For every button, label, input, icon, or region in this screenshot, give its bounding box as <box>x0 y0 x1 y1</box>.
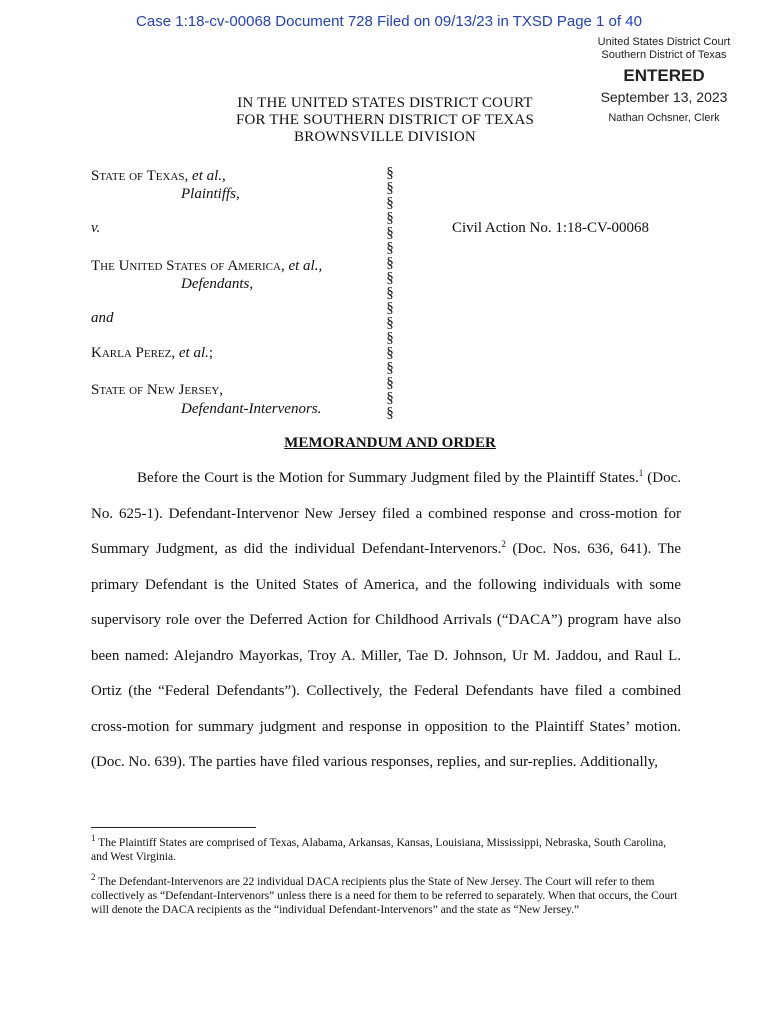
section-symbol-column <box>383 166 397 421</box>
caption-intervenor-2 <box>91 381 321 419</box>
section-symbol: § <box>386 225 394 241</box>
and-text: and <box>91 310 114 326</box>
entered-stamp <box>584 36 744 124</box>
footnote-ref-2: 2 <box>501 539 506 549</box>
plaintiff-role: Plaintiffs, <box>181 186 240 202</box>
footnote-2 <box>91 872 681 917</box>
section-symbol: § <box>386 255 394 271</box>
section-symbol: § <box>386 360 394 376</box>
section-symbol: § <box>386 375 394 391</box>
court-title <box>230 95 540 146</box>
section-symbol: § <box>386 180 394 196</box>
filing-header: Case 1:18-cv-00068 Document 728 Filed on 09/13/23 in TXSD Page 1 of 40 <box>136 13 642 30</box>
section-symbol: § <box>386 300 394 316</box>
intervenor1-name: Karla Perez, <box>91 345 176 361</box>
body-text-1: Before the Court is the Motion for Summary Judgment filed by the Plaintiff States. <box>137 470 639 486</box>
section-symbol: § <box>386 285 394 301</box>
footnote-divider <box>91 827 256 828</box>
caption-defendant <box>91 257 322 293</box>
court-line-1: IN THE UNITED STATES DISTRICT COURT <box>237 95 533 111</box>
plaintiff-name: State of Texas, <box>91 168 189 184</box>
versus: v. <box>91 220 101 236</box>
caption-versus <box>91 220 100 237</box>
section-symbol: § <box>386 210 394 226</box>
plaintiff-etal: et al., <box>192 168 226 184</box>
caption-plaintiff <box>91 167 240 203</box>
intervenor1-end: ; <box>208 345 214 361</box>
stamp-status: ENTERED <box>623 66 705 85</box>
defendant-role: Defendants, <box>181 276 254 292</box>
section-symbol: § <box>386 315 394 331</box>
intervenor1-etal: et al. <box>178 345 209 361</box>
footnote-1-text: The Plaintiff States are comprised of Texas, Alabama, Arkansas, Kansas, Louisiana, Mississippi, Nebraska, South Carolina, and West Virginia. <box>91 837 667 863</box>
memorandum-heading: MEMORANDUM AND ORDER <box>284 435 496 451</box>
footnote-1-mark: 1 <box>91 833 96 844</box>
defendant-etal: et al., <box>288 258 323 274</box>
court-line-3: BROWNSVILLE DIVISION <box>294 129 476 145</box>
section-symbol: § <box>386 195 394 211</box>
court-line-2: FOR THE SOUTHERN DISTRICT OF TEXAS <box>235 112 535 128</box>
body-paragraph <box>91 461 681 781</box>
section-symbol: § <box>386 165 394 181</box>
footnote-2-text: The Defendant-Intervenors are 22 individual DACA recipients plus the State of New Jersey. The Court will refer to them collectively as “Defendant-Intervenors” unless there is a need for them to be referred to separately. When that occurs, the Court will denote the DACA recipients as the “individual Defendant-Intervenors” and the state as “New Jersey.” <box>91 876 678 916</box>
stamp-clerk: Nathan Ochsner, Clerk <box>608 112 720 124</box>
section-symbol: § <box>386 345 394 361</box>
section-symbol: § <box>386 270 394 286</box>
footnote-1 <box>91 833 681 864</box>
section-symbol: § <box>386 240 394 256</box>
footnote-ref-1: 1 <box>638 468 644 478</box>
defendant-name: The United States of America, <box>91 258 285 274</box>
civil-action-number: Civil Action No. 1:18-CV-00068 <box>452 220 649 236</box>
caption-and <box>91 310 114 327</box>
body-text-3: (Doc. Nos. 636, 641). The primary Defendant is the United States of America, and the following individuals with some supervisory role over the Deferred Action for Childhood Arrivals (“DACA”) program have also been named: Alejandro Mayorkas, Troy A. Miller, Tae D. Johnson, Ur M. Jaddou, and Raul L. Ortiz (the “Federal Defendants”). Collectively, the Federal Defendants have filed a combined cross-motion for summary judgment and response in opposition to the Plaintiff States’ motion. (Doc. No. 639). The parties have filed various responses, replies, and sur-replies. Additionally, <box>91 541 682 770</box>
stamp-court: United States District Court <box>597 36 731 48</box>
body-text-2: (Doc. No. 625-1). Defendant-Intervenor New Jersey filed a combined response and cross-motion for Summary Judgment, as did the individual Defendant-Intervenors. <box>91 470 681 557</box>
stamp-date: September 13, 2023 <box>600 89 728 105</box>
section-symbol: § <box>386 330 394 346</box>
intervenor2-role: Defendant-Intervenors. <box>181 401 322 417</box>
section-symbol: § <box>386 405 394 421</box>
intervenor2-name: State of New Jersey, <box>91 382 224 398</box>
section-symbol: § <box>386 390 394 406</box>
caption-intervenor-1 <box>91 345 213 362</box>
footnote-2-mark: 2 <box>91 872 96 883</box>
stamp-district: Southern District of Texas <box>601 49 727 61</box>
